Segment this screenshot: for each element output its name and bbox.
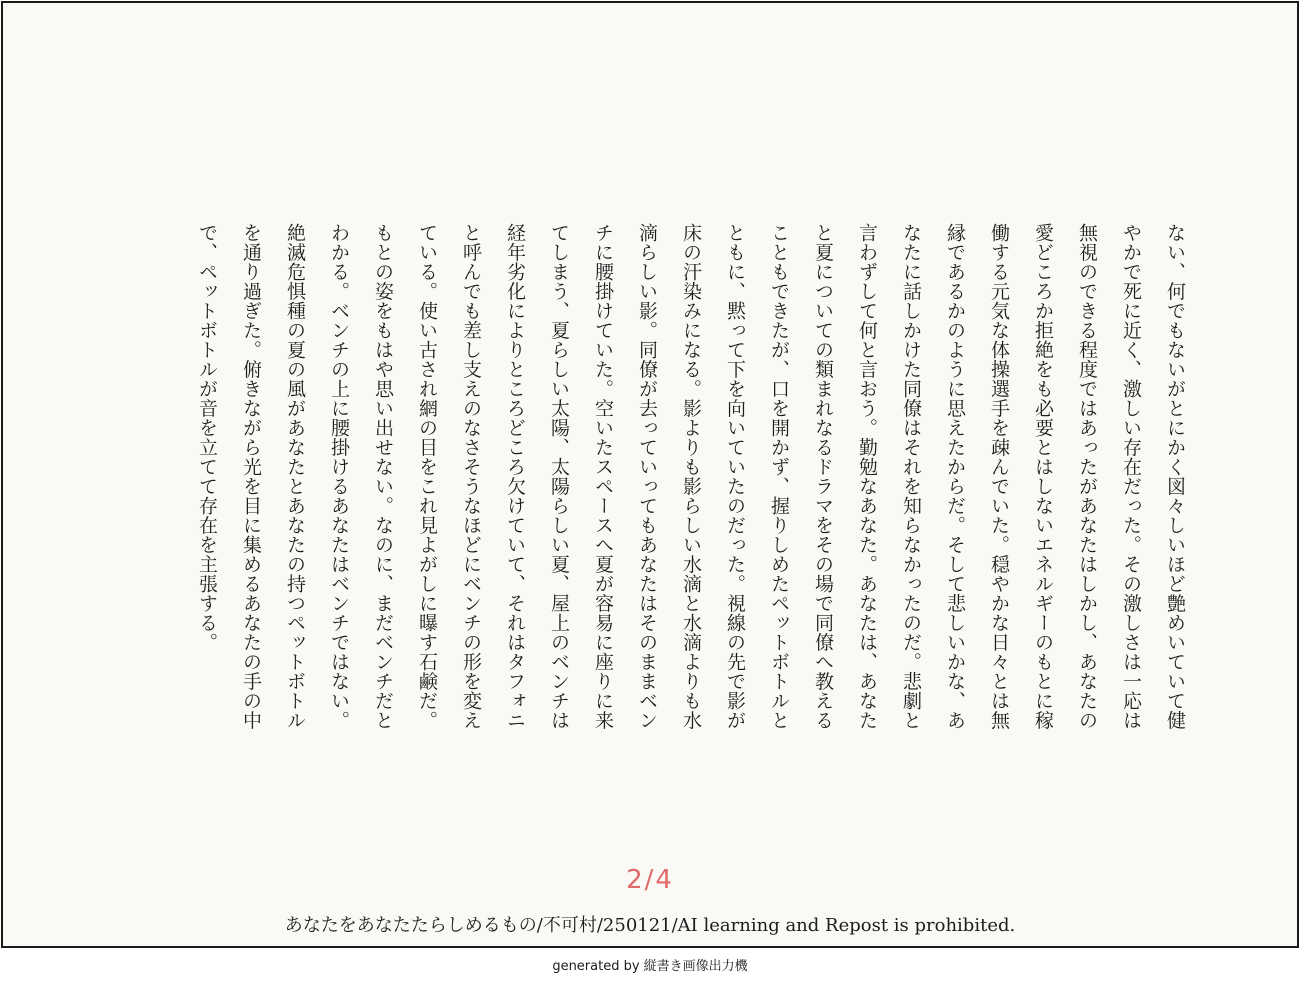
generator-label: generated by 縦書き画像出力機 <box>552 959 748 974</box>
body-paragraph: ない、何でもないがとにかく図々しいほど艶めいていて健やかで死に近く、激しい存在だった。その激しさは一応は無視のできる程度ではあったがあなたはしかし、あなたの愛どころか拒絶をも必要とはしないエネルギーのもとに稼働する元気な体操選手を疎んでいた。穏やかな日々とは無縁であるかのように思えたからだ。そして悲しいかな、あなたに話しかけた同僚はそれを知らなかったのだ。悲劇と言わずして何と言おう。勤勉なあなた。あなたは、あなたと夏についての類まれなるドラマをその場で同僚へ教えることもできたが、口を開かず、握りしめたペットボトルとともに、黙って下を向いていたのだった。視線の先で影が床の汗染みになる。影よりも影らしい水滴と水滴よりも水滴らしい影。同僚が去っていってもあなたはそのままベンチに腰掛けていた。空いたスペースへ夏が容易に座りに来てしまう、夏らしい太陽、太陽らしい夏、屋上のベンチは経年劣化によりところどころ欠けていて、それはタフォニと呼んでも差し支えのなさそうなほどにベンチの形を変えている。使い古され網の目をこれ見よがしに曝す石鹸だ。もとの姿をもはや思い出せない。なのに、まだベンチだとわかる。ベンチの上に腰掛けるあなたはベンチではない。絶滅危惧種の夏の風があなたとあなたの持つペットボトルを通り過ぎた。俯きながら光を目に集めるあなたの手の中で、ペットボトルが音を立てて存在を主張する。 <box>196 223 1186 730</box>
vertical-text-body <box>185 223 1197 743</box>
manuscript-page <box>1 1 1299 948</box>
footer-credit: あなたをあなたたらしめるもの/不可村/250121/AI learning and Repost is prohibited. <box>284 915 1016 936</box>
page-number: 2/4 <box>626 865 674 895</box>
